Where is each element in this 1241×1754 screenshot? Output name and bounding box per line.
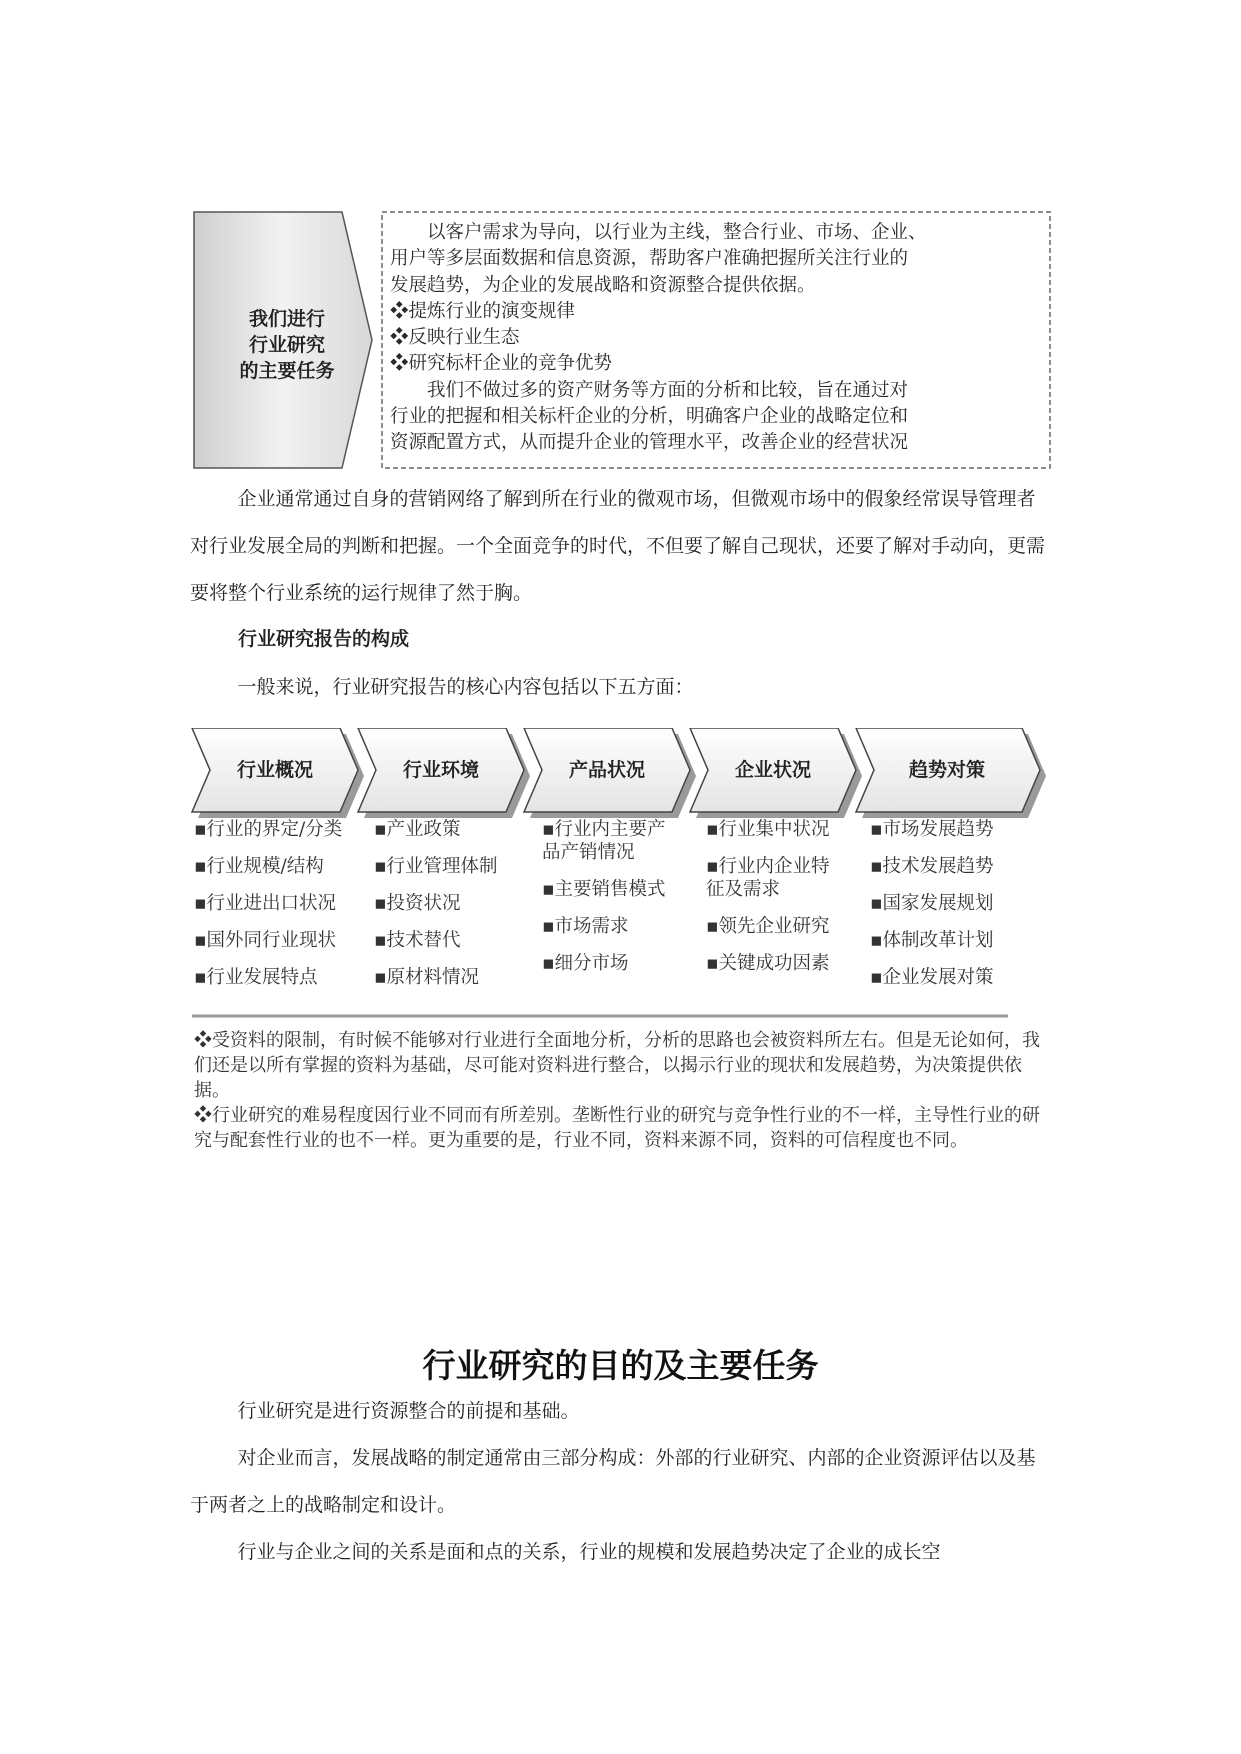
task-line: ❖提炼行业的演变规律 — [390, 300, 576, 322]
list-item: ▪关键成功因素 — [706, 953, 830, 974]
list-item: ▪细分市场 — [542, 953, 629, 974]
task-figure-label: 我们进行 行业研究 的主要任务 — [239, 308, 335, 382]
list-item: ▪产业政策 — [374, 819, 461, 840]
list-item: ▪主要销售模式 — [542, 879, 666, 900]
column-overview — [194, 818, 362, 1003]
list-item: ▪行业的界定/分类 — [194, 819, 343, 840]
list-item: ▪原材料情况 — [374, 967, 480, 988]
chevron-label: 行业环境 — [402, 759, 479, 781]
task-line: ❖研究标杆企业的竞争优势 — [390, 353, 613, 375]
list-item: ▪企业发展对策 — [870, 967, 994, 988]
task-line: 以客户需求为导向，以行业为主线，整合行业、市场、企业、 — [427, 222, 927, 243]
figure-notes — [194, 1028, 1054, 1153]
list-item: ▪行业管理体制 — [374, 856, 498, 877]
list-item: ▪体制改革计划 — [870, 930, 994, 951]
chevron-label: 产品状况 — [568, 759, 645, 781]
list-item: ▪行业内主要产品产销情况 — [542, 819, 666, 863]
body-paragraph: 行业与企业之间的关系是面和点的关系，行业的规模和发展趋势决定了企业的成长空 — [237, 1541, 941, 1563]
lead-sentence-block — [190, 664, 1052, 711]
list-item: ▪投资状况 — [374, 893, 461, 914]
list-item: ▪国外同行业现状 — [194, 930, 337, 951]
column-products — [542, 818, 676, 989]
chevron-label: 趋势对策 — [908, 759, 985, 781]
chevron-label: 行业概况 — [236, 759, 313, 781]
column-enterprises — [706, 818, 842, 989]
section-heading: 行业研究报告的构成 — [238, 628, 410, 650]
list-item: ▪行业进出口状况 — [194, 893, 337, 914]
note-item: ❖行业研究的难易程度因行业不同而有所差别。垄断性行业的研究与竞争性行业的不一样，主导性行业的研究与配套性行业的也不一样。更为重要的是，行业不同，资料来源不同，资料的可信程度也不同。 — [194, 1105, 1040, 1151]
list-item: ▪国家发展规划 — [870, 893, 994, 914]
column-trends — [870, 818, 1040, 1003]
note-item: ❖受资料的限制，有时候不能够对行业进行全面地分析，分析的思路也会被资料所左右。但是无论如何，我们还是以所有掌握的资料为基础，尽可能对资料进行整合，以揭示行业的现状和发展趋势，为决策提供依据。 — [194, 1030, 1040, 1101]
body-paragraph: 对企业而言，发展战略的制定通常由三部分构成：外部的行业研究、内部的企业资源评估以及基于两者之上的战略制定和设计。 — [190, 1447, 1036, 1516]
list-item: ▪技术发展趋势 — [870, 856, 994, 877]
list-item: ▪行业发展特点 — [194, 967, 318, 988]
lead-sentence: 一般来说，行业研究报告的核心内容包括以下五方面： — [237, 676, 694, 698]
list-item: ▪技术替代 — [374, 930, 461, 951]
body-paragraph: 行业研究是进行资源整合的前提和基础。 — [237, 1400, 580, 1422]
list-item: ▪市场需求 — [542, 916, 629, 937]
body-text — [190, 1388, 1052, 1576]
intro-paragraph: 企业通常通过自身的营销网络了解到所在行业的微观市场，但微观市场中的假象经常误导管理者对行业发展全局的判断和把握。一个全面竞争的时代，不但要了解自己现状，还要了解对手动向，更需要将整个行业系统的运行规律了然于胸。 — [190, 488, 1046, 604]
task-line: ❖反映行业生态 — [390, 327, 520, 349]
intro-paragraph-block — [190, 476, 1052, 617]
task-line: 我们不做过多的资产财务等方面的分析和比较，旨在通过对 — [427, 379, 909, 401]
column-environment — [374, 818, 524, 1003]
chevron-label: 企业状况 — [734, 759, 811, 781]
list-item: ▪领先企业研究 — [706, 916, 830, 937]
task-line: 资源配置方式，从而提升企业的管理水平，改善企业的经营状况 — [390, 432, 909, 454]
task-line: 行业的把握和相关标杆企业的分析，明确客户企业的战略定位和 — [390, 406, 909, 428]
report-structure-figure — [190, 728, 1060, 1184]
task-figure — [192, 210, 1056, 470]
list-item: ▪市场发展趋势 — [870, 819, 994, 840]
list-item: ▪行业内企业特征及需求 — [706, 856, 830, 900]
task-line: 用户等多层面数据和信息资源，帮助客户准确把握所关注行业的 — [390, 248, 909, 270]
page-title: 行业研究的目的及主要任务 — [422, 1346, 819, 1385]
list-item: ▪行业规模/结构 — [194, 856, 324, 877]
task-figure-text — [390, 220, 1040, 457]
list-item: ▪行业集中状况 — [706, 819, 830, 840]
task-line: 发展趋势，为企业的发展战略和资源整合提供依据。 — [390, 274, 816, 296]
